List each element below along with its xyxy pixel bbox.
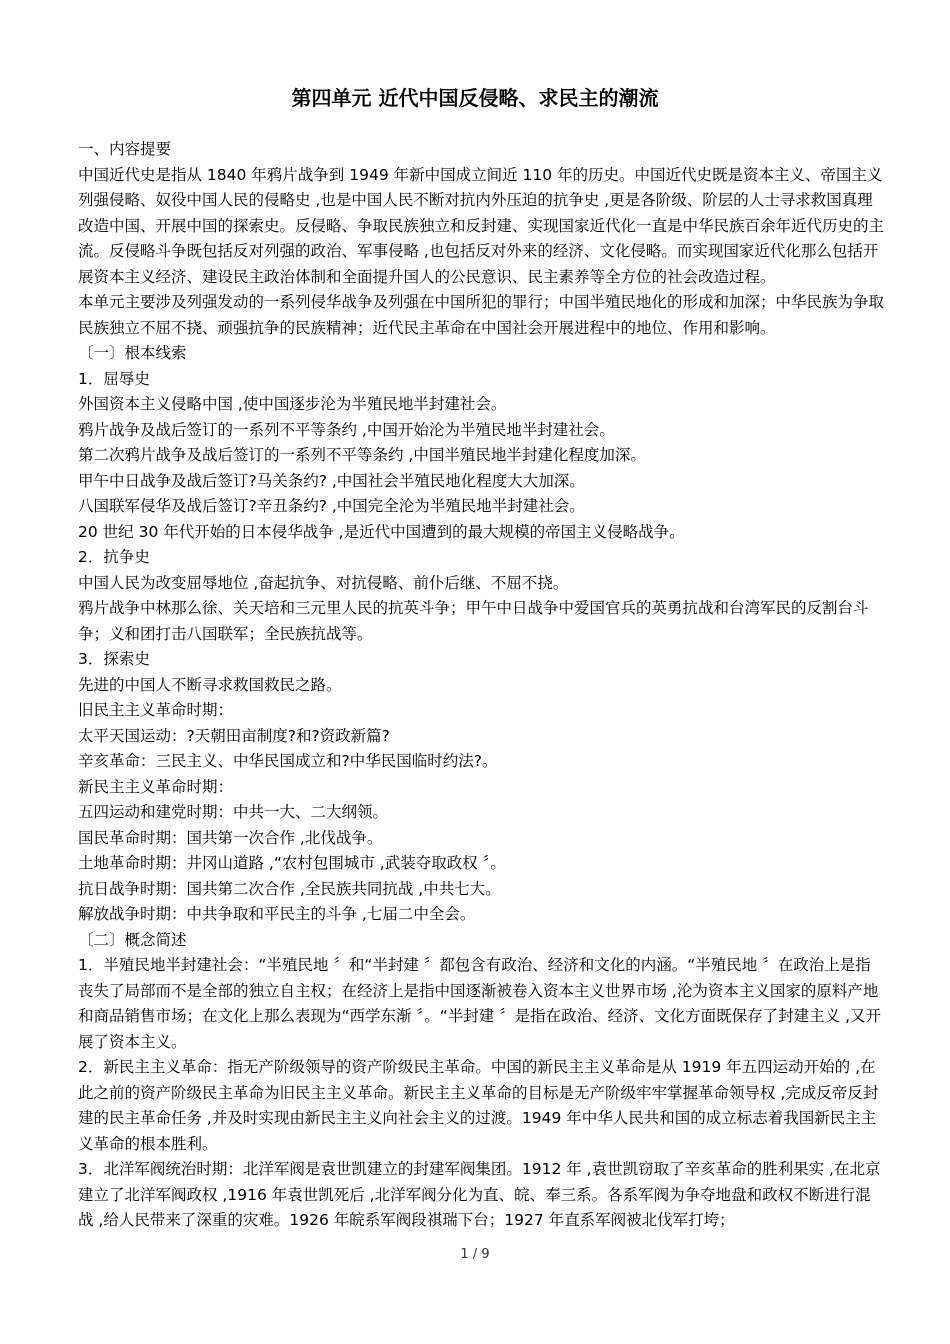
paragraph: 土地革命时期：井冈山道路 ,“农村包围城市 ,武装夺取政权 〞。 bbox=[78, 854, 506, 872]
paragraph: 外国资本主义侵略中国 ,使中国逐步沦为半殖民地半封建社会。 bbox=[78, 395, 507, 413]
paragraph: 2．新民主主义革命：指无产阶级领导的资产阶级民主革命。中国的新民主主义革命是从 1919 年五四运动开始的 ,在此之前的资产阶级民主革命为旧民主主义革命。新民主主义革命的目标是无产阶级牢牢掌握革命领导权 ,完成反帝反封建的民主革命任务 ,并及时实现由新民主主义向社会主义的过渡。1949 年中华人民共和国的成立标志着我国新民主主义革命的根本胜利。 bbox=[78, 1058, 879, 1153]
paragraph: 〔二〕概念简述 bbox=[78, 930, 187, 949]
document-body bbox=[68, 137, 884, 1234]
paragraph: 2．抗争史 bbox=[78, 548, 150, 566]
paragraph: 第二次鸦片战争及战后签订的一系列不平等条约 ,中国半殖民地半封建化程度加深。 bbox=[78, 446, 646, 464]
paragraph: 〔一〕根本线索 bbox=[78, 344, 187, 362]
paragraph: 国民革命时期：国共第一次合作 ,北伐战争。 bbox=[78, 828, 383, 847]
paragraph: 20 世纪 30 年代开始的日本侵华战争 ,是近代中国遭到的最大规模的帝国主义侵略战争。 bbox=[78, 522, 685, 541]
paragraph: 本单元主要涉及列强发动的一系列侵华战争及列强在中国所犯的罪行；中国半殖民地化的形成和加深；中华民族为争取民族独立不屈不挠、顽强抗争的民族精神；近代民主革命在中国社会开展进程中的地位、作用和影响。 bbox=[78, 293, 885, 337]
paragraph: 八国联军侵华及战后签订?辛丑条约? ,中国完全沦为半殖民地半封建社会。 bbox=[78, 497, 585, 515]
paragraph: 新民主主义革命时期： bbox=[78, 777, 234, 796]
paragraph: 甲午中日战争及战后签订?马关条约? ,中国社会半殖民地化程度大大加深。 bbox=[78, 471, 585, 490]
paragraph: 中国人民为改变屈辱地位 ,奋起抗争、对抗侵略、前仆后继、不屈不挠。 bbox=[78, 573, 569, 592]
paragraph: 旧民主主义革命时期： bbox=[78, 701, 234, 719]
paragraph: 先进的中国人不断寻求救国救民之路。 bbox=[78, 675, 342, 694]
paragraph: 鸦片战争及战后签订的一系列不平等条约 ,中国开始沦为半殖民地半封建社会。 bbox=[78, 420, 615, 439]
paragraph: 一、内容提要 bbox=[78, 140, 172, 158]
paragraph: 3．北洋军阀统治时期：北洋军阀是袁世凯建立的封建军阀集团。1912 年 ,袁世凯窃取了辛亥革命的胜利果实 ,在北京建立了北洋军阀政权 ,1916 年袁世凯死后 ,北洋军阀分化为直、皖、奉三系。各系军阀为争夺地盘和政权不断进行混战 ,给人民带来了深重的灾难。1926 年皖系军阀段祺瑞下台；1927 年直系军阀被北伐军打垮； bbox=[78, 1160, 881, 1229]
paragraph: 中国近代史是指从 1840 年鸦片战争到 1949 年新中国成立间近 110 年的历史。中国近代史既是资本主义、帝国主义列强侵略、奴役中国人民的侵略史 ,也是中国人民不断对抗内外压迫的抗争史 ,更是各阶级、阶层的人士寻求救国真理改造中国、开展中国的探索史。反侵略、争取民族独立和反封建、实现国家近代化一直是中华民族百余年近代历史的主流。反侵略斗争既包括反对列强的政治、军事侵略 ,也包括反对外来的经济、文化侵略。而实现国家近代化那么包括开展资本主义经济、建设民主政治体制和全面提升国人的公民意识、民主素养等全方位的社会改造过程。 bbox=[78, 165, 885, 286]
paragraph: 辛亥革命：三民主义、中华民国成立和?中华民国临时约法?。 bbox=[78, 752, 498, 770]
paragraph: 太平天国运动：?天朝田亩制度?和?资政新篇? bbox=[78, 726, 390, 745]
paragraph: 1．半殖民地半封建社会：“半殖民地 〞和“半封建 〞都包含有政治、经济和文化的内涵。“半殖民地 〞在政治上是指丧失了局部而不是全部的独立自主权；在经济上是指中国逐渐被卷入资本主义世界市场 ,沦为资本主义国家的原料产地和商品销售市场；在文化上那么表现为“西学东渐 〞。“半封建 〞是指在政治、经济、文化方面既保存了封建主义 ,又开展了资本主义。 bbox=[78, 956, 882, 1051]
paragraph: 五四运动和建党时期：中共一大、二大纲领。 bbox=[78, 803, 389, 821]
paragraph: 抗日战争时期：国共第二次合作 ,全民族共同抗战 ,中共七大。 bbox=[78, 879, 501, 898]
paragraph: 1．屈辱史 bbox=[78, 369, 150, 388]
paragraph: 3．探索史 bbox=[78, 650, 150, 668]
paragraph: 解放战争时期：中共争取和平民主的斗争 ,七届二中全会。 bbox=[78, 905, 476, 923]
page-title: 第四单元 近代中国反侵略、求民主的潮流 bbox=[291, 86, 659, 110]
paragraph: 鸦片战争中林那么徐、关天培和三元里人民的抗英斗争；甲午中日战争中爱国官兵的英勇抗战和台湾军民的反割台斗争；义和团打击八国联军；全民族抗战等。 bbox=[78, 599, 869, 643]
page-number: 1 / 9 bbox=[460, 1247, 490, 1262]
